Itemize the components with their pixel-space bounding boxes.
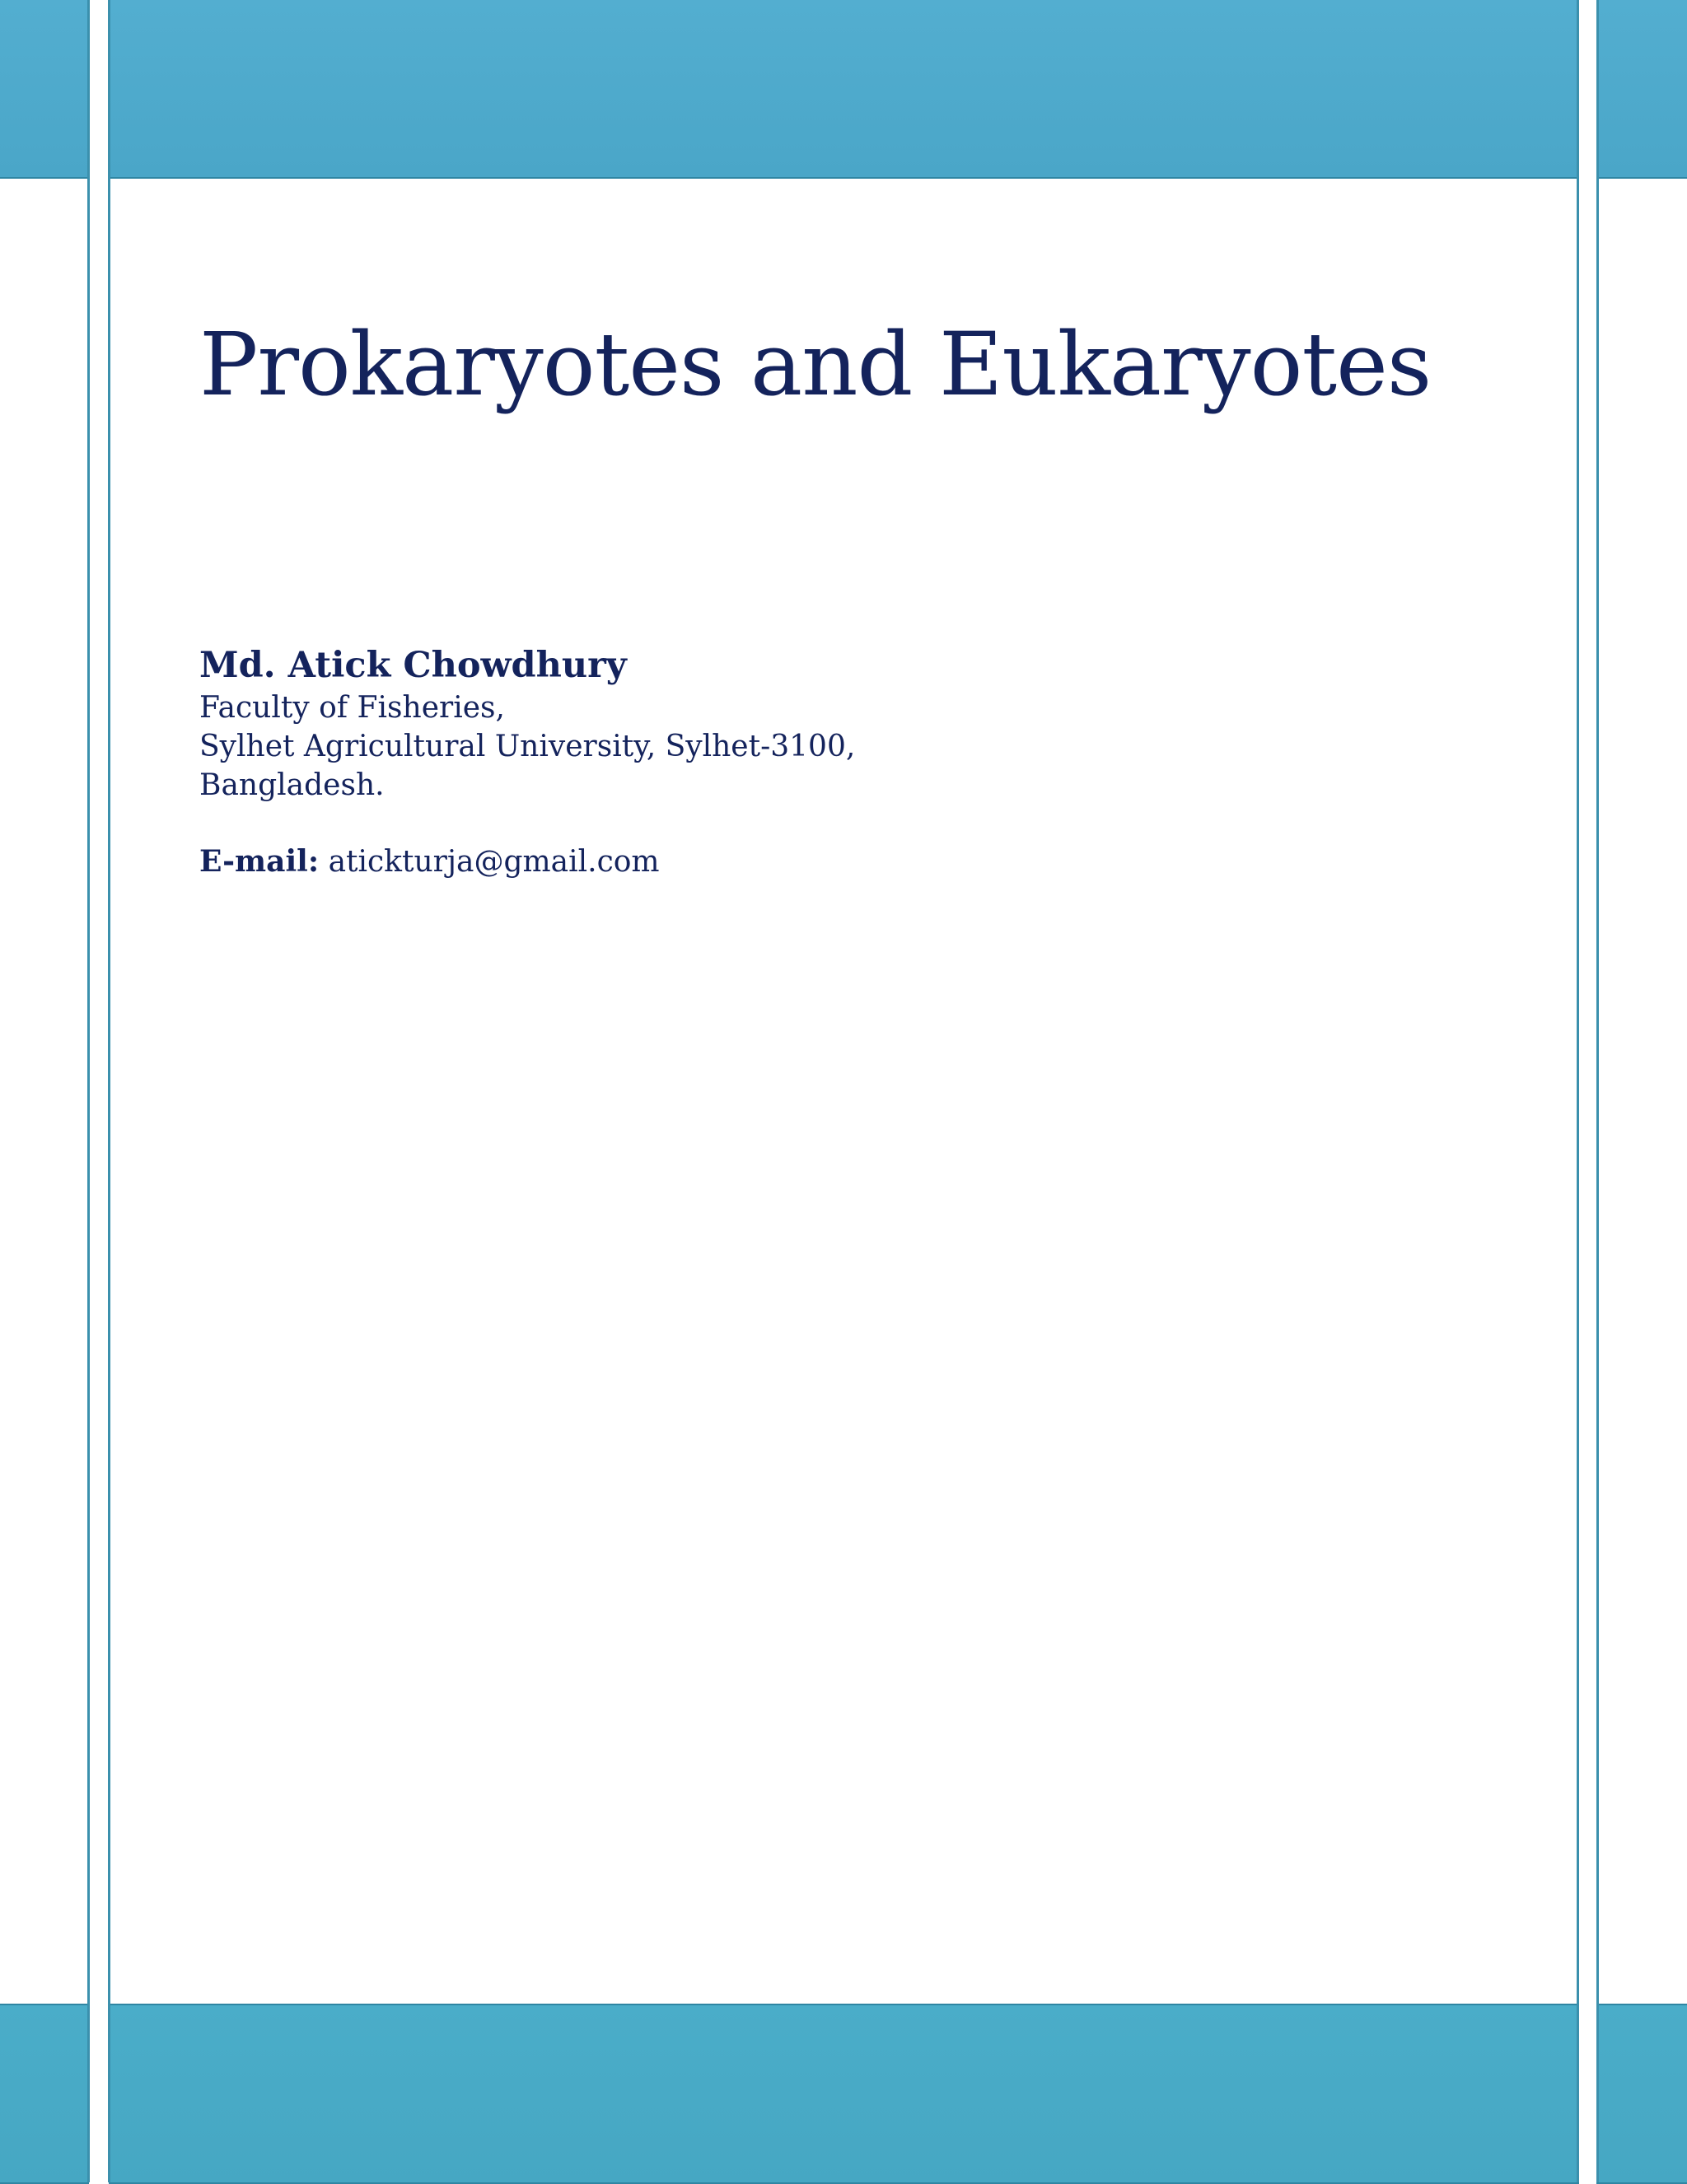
footer-band-left xyxy=(0,2004,89,2184)
header-band-right xyxy=(1596,0,1687,179)
footer-band-center xyxy=(109,2004,1579,2184)
author-name: Md. Atick Chowdhury xyxy=(199,645,627,686)
frame-line-right-outer xyxy=(1596,0,1599,2182)
email-line xyxy=(199,842,855,881)
header-band-left xyxy=(0,0,89,179)
frame-line-right-inner xyxy=(1577,0,1579,2182)
affiliation-country: Bangladesh. xyxy=(199,768,385,802)
affiliation-university: Sylhet Agricultural University, Sylhet-3100, xyxy=(199,730,856,763)
footer-band-right xyxy=(1596,2004,1687,2184)
document-title: Prokaryotes and Eukaryotes xyxy=(199,314,1432,415)
email-address[interactable]: atickturja@gmail.com xyxy=(328,845,660,879)
header-band-center xyxy=(109,0,1579,179)
frame-line-left-outer xyxy=(87,0,90,2182)
author-block xyxy=(199,642,855,881)
email-label: E-mail: xyxy=(199,844,320,879)
frame-line-left-inner xyxy=(108,0,110,2182)
affiliation-faculty: Faculty of Fisheries, xyxy=(199,691,505,725)
